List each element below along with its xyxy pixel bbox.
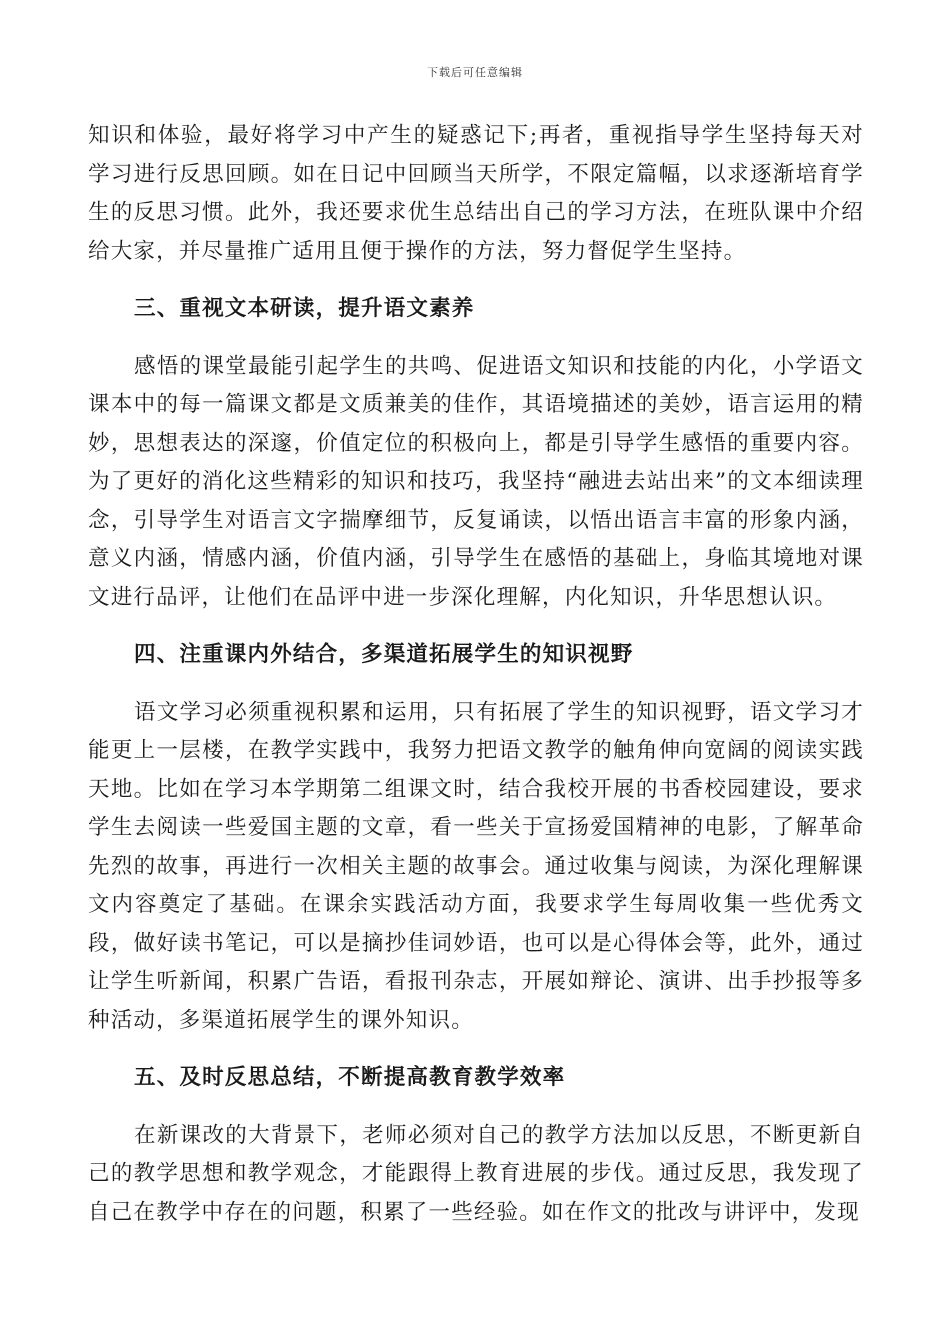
paragraph-section-5: 在新课改的大背景下，老师必须对自己的教学方法加以反思，不断更新自己的教学思想和教学观念，才能跟得上教育进展的步伐。通过反思，我发现了自己在教学中存在的问题，积累了一些经验。如在作文的批改与讲评中，发现 [88, 1122, 864, 1225]
paragraph-continued: 知识和体验，最好将学习中产生的疑惑记下;再者，重视指导学生坚持每天对学习进行反思回顾。如在日记中回顾当天所学，不限定篇幅，以求逐渐培育学生的反思习惯。此外，我还要求优生总结出自己的学习方法，在班队课中介绍给大家，并尽量推广适用且便于操作的方法，努力督促学生坚持。 [88, 123, 864, 264]
paragraph-section-4: 语文学习必须重视积累和运用，只有拓展了学生的知识视野，语文学习才能更上一层楼，在教学实践中，我努力把语文教学的触角伸向宽阔的阅读实践天地。比如在学习本学期第二组课文时，结合我校开展的书香校园建设，要求学生去阅读一些爱国主题的文章，看一些关于宣扬爱国精神的电影，了解革命先烈的故事，再进行一次相关主题的故事会。通过收集与阅读，为深化理解课文内容奠定了基础。在课余实践活动方面，我要求学生每周收集一些优秀文段，做好读书笔记，可以是摘抄佳词妙语，也可以是心得体会等，此外，通过让学生听新闻，积累广告语，看报刊杂志，开展如辩论、演讲、出手抄报等多种活动，多渠道拓展学生的课外知识。 [88, 699, 864, 1033]
document-body [88, 117, 864, 1232]
page-header: 下载后可任意编辑 [427, 66, 523, 79]
section-heading-3: 三、重视文本研读，提升语文素养 [134, 296, 475, 321]
section-heading-5: 五、及时反思总结，不断提高教育教学效率 [134, 1065, 566, 1090]
section-heading-4: 四、注重课内外结合，多渠道拓展学生的知识视野 [134, 642, 634, 667]
paragraph-section-3: 感悟的课堂最能引起学生的共鸣、促进语文知识和技能的内化，小学语文课本中的每一篇课文都是文质兼美的佳作，其语境描述的美妙，语言运用的精妙，思想表达的深邃，价值定位的积极向上，都是引导学生感悟的重要内容。为了更好的消化这些精彩的知识和技巧，我坚持“融进去站出来”的文本细读理念，引导学生对语言文字揣摩细节，反复诵读，以悟出语言丰富的形象内涵，意义内涵，情感内涵，价值内涵，引导学生在感悟的基础上，身临其境地对课文进行品评，让他们在品评中进一步深化理解，内化知识，升华思想认识。 [88, 353, 864, 610]
